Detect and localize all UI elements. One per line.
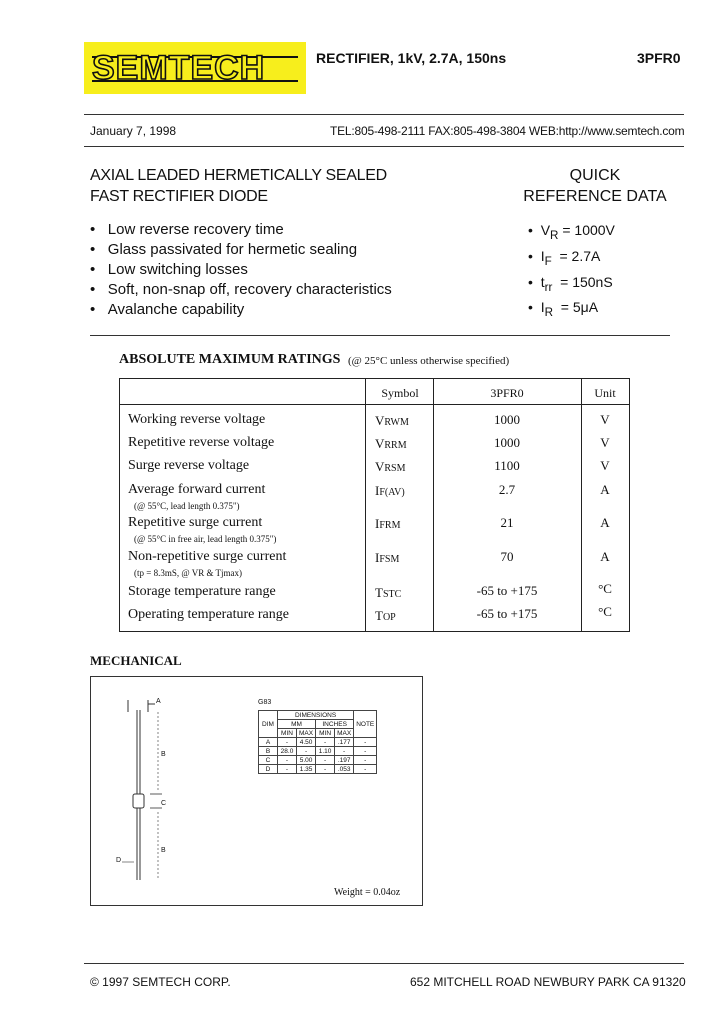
- table-header-divider: [119, 404, 630, 405]
- table-divider: [433, 378, 434, 632]
- list-item: • Avalanche capability: [90, 301, 245, 318]
- diode-body: [133, 794, 144, 808]
- company-address: 652 MITCHELL ROAD NEWBURY PARK CA 91320: [410, 975, 686, 989]
- dim-label-b: B: [161, 847, 166, 854]
- list-item: • Soft, non-snap off, recovery characteristics: [90, 281, 392, 298]
- table-row: A - 4.50 - .177 -: [259, 738, 377, 747]
- divider: [90, 335, 670, 336]
- product-heading-line2: FAST RECTIFIER DIODE: [90, 188, 268, 205]
- list-item: • Low switching losses: [90, 261, 248, 278]
- feature-list: [90, 220, 392, 320]
- col-header-unit: Unit: [594, 386, 616, 400]
- quick-ref-item: • $V_R = 1000V$: [528, 222, 615, 242]
- dim-label-b: B: [161, 751, 166, 758]
- page-title: RECTIFIER, 1kV, 2.7A, 150ns: [316, 50, 507, 66]
- table-divider: [581, 378, 582, 632]
- ratings-condition: (@ 25°C unless otherwise specified): [348, 355, 510, 367]
- product-heading-line1: AXIAL LEADED HERMETICALLY SEALED: [90, 167, 387, 184]
- divider: [84, 114, 684, 115]
- table-row: C - 5.00 - .197 -: [259, 756, 377, 765]
- quick-ref-title-line1: QUICK: [569, 167, 621, 184]
- table-divider: [365, 378, 366, 632]
- list-item: • Glass passivated for hermetic sealing: [90, 241, 358, 258]
- quick-ref-title-line2: REFERENCE DATA: [523, 188, 667, 205]
- divider: [84, 963, 684, 964]
- company-logo: SEMTECH: [92, 49, 266, 87]
- contact-info: TEL:805-498-2111 FAX:805-498-3804 WEB:http://www.semtech.com: [330, 124, 685, 138]
- quick-ref-item: • $I_R = 5\mu A$: [528, 299, 599, 320]
- mechanical-title: MECHANICAL: [90, 653, 182, 668]
- col-header-part: 3PFR0: [490, 386, 524, 400]
- quick-ref-list: [528, 220, 615, 323]
- dim-label-d: D: [116, 857, 122, 864]
- copyright: © 1997 SEMTECH CORP.: [90, 975, 231, 989]
- ratings-title: ABSOLUTE MAXIMUM RATINGS: [119, 352, 341, 367]
- weight-note: Weight = 0.04oz: [334, 887, 401, 898]
- dim-label-a: A: [156, 698, 161, 705]
- quick-ref-item: • $I_F = 2.7A$: [528, 247, 601, 268]
- date: January 7, 1998: [90, 124, 177, 138]
- table-row: D - 1.35 - .053 -: [259, 765, 377, 774]
- divider: [84, 146, 684, 147]
- dimensions-table: DIM DIMENSIONS NOTE MM INCHES MIN MAX MIN MAX A - 4.50 - .177 - B 28.0 - 1.10 - - C - 5.00 - .197 - D - 1.35 - .053 -: [258, 710, 377, 774]
- list-item: • Low reverse recovery time: [90, 221, 284, 238]
- package-code: G83: [258, 699, 272, 706]
- dim-label-c: C: [161, 800, 167, 807]
- part-number: 3PFR0: [637, 50, 681, 66]
- col-header-symbol: Symbol: [381, 386, 419, 400]
- table-row: B 28.0 - 1.10 - -: [259, 747, 377, 756]
- quick-ref-item: • $t_{rr} = 150nS$: [528, 273, 613, 294]
